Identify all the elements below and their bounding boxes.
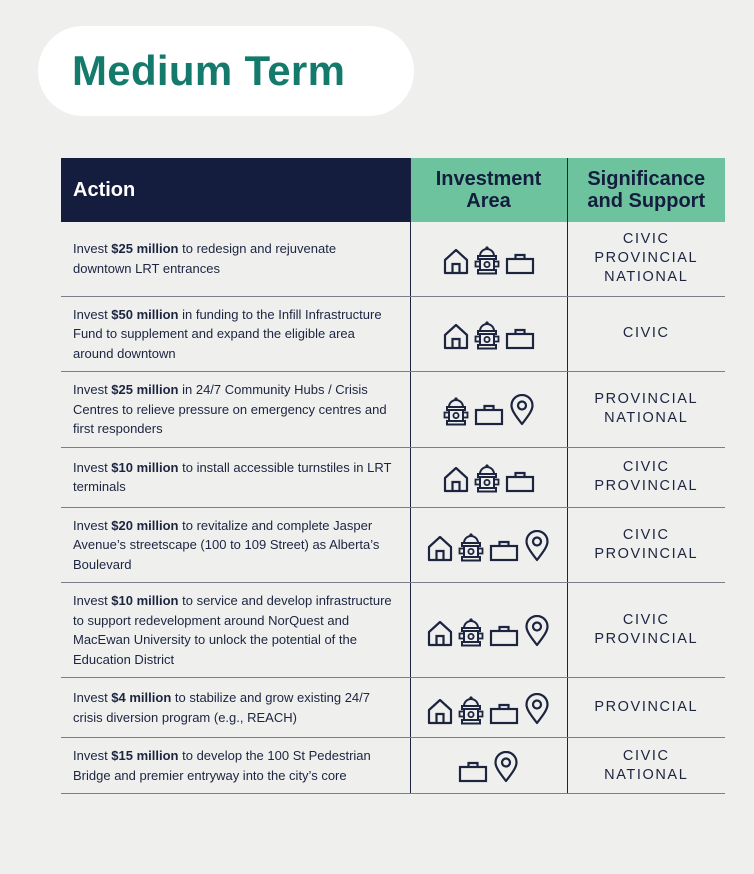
action-text-post: to revitalize and complete Jasper Avenue’s streetscape (100 to 109 Street) as Alberta’s Boulevard (73, 517, 380, 572)
fire-hydrant-icon (443, 396, 469, 426)
action-cell (61, 222, 410, 296)
action-cell (61, 583, 410, 678)
location-pin-icon (524, 693, 550, 725)
location-pin-icon (493, 751, 519, 783)
investment-area-cell (410, 738, 567, 794)
investment-area-icons (411, 392, 567, 426)
support-level: PROVINCIAL (594, 391, 699, 408)
house-icon (443, 247, 469, 275)
action-text-pre: Invest (73, 382, 112, 397)
action-text-post: to service and develop infrastructure to support redevelopment around NorQuest and MacEwan University to unlock the potential of the Education District (73, 593, 392, 667)
significance-cell (567, 447, 725, 507)
support-level: NATIONAL (604, 269, 689, 286)
investment-table (61, 158, 725, 794)
table-row (61, 372, 725, 448)
header-area-line1: Investment (435, 168, 542, 190)
significance-cell (567, 296, 725, 372)
fire-hydrant-icon (474, 245, 500, 275)
support-level: PROVINCIAL (594, 699, 699, 715)
action-text-post: to redesign and rejuvenate downtown LRT entrances (73, 241, 337, 276)
support-level: PROVINCIAL (594, 631, 699, 647)
fire-hydrant-icon (474, 320, 500, 350)
investment-area-cell (410, 447, 567, 507)
action-cell (61, 507, 410, 583)
table-row (61, 583, 725, 678)
investment-area-icons (411, 318, 567, 350)
action-text-pre: Invest (73, 241, 112, 257)
house-icon (443, 465, 469, 493)
action-text-post: to develop the 100 St Pedestrian Bridge and premier entryway into the city’s core (73, 748, 371, 783)
house-icon (427, 697, 453, 725)
briefcase-icon (489, 625, 519, 647)
support-level: NATIONAL (604, 410, 689, 427)
action-cell (61, 372, 410, 448)
location-pin-icon (509, 394, 535, 426)
header-investment-area (410, 158, 567, 222)
support-level: CIVIC (622, 459, 670, 475)
investment-amount: $15 million (111, 748, 179, 763)
investment-amount: $4 million (111, 690, 172, 705)
investment-amount: $10 million (111, 593, 179, 608)
table-header-row (61, 158, 725, 222)
table-row (61, 738, 725, 794)
support-level: PROVINCIAL (594, 250, 699, 267)
header-sig-line2: and Support (587, 190, 706, 212)
support-level: CIVIC (622, 526, 670, 543)
significance-cell (567, 678, 725, 738)
investment-amount: $20 million (111, 517, 179, 533)
investment-area-icons (411, 691, 567, 725)
significance-cell (567, 222, 725, 296)
action-text-post: in funding to the Infill Infrastructure Fund to supplement and expand the eligible area around downtown (73, 306, 382, 361)
house-icon (427, 534, 453, 562)
fire-hydrant-icon (458, 695, 484, 725)
significance-cell (567, 507, 725, 583)
briefcase-icon (489, 703, 519, 725)
fire-hydrant-icon (474, 463, 500, 493)
support-level: CIVIC (622, 747, 670, 764)
investment-area-cell (410, 296, 567, 372)
table-row (61, 507, 725, 583)
investment-amount: $50 million (111, 306, 179, 322)
location-pin-icon (524, 615, 550, 647)
action-text-pre: Invest (73, 690, 112, 705)
action-text-pre: Invest (73, 459, 112, 475)
title-pill (38, 26, 414, 116)
action-text-post: in 24/7 Community Hubs / Crisis Centres to relieve pressure on emergency centres and first responders (73, 382, 387, 436)
briefcase-icon (458, 761, 488, 783)
action-text-pre: Invest (73, 748, 112, 763)
action-cell (61, 678, 410, 738)
investment-area-cell (410, 583, 567, 678)
action-text-pre: Invest (73, 593, 112, 608)
investment-area-icons (411, 528, 567, 562)
support-level: PROVINCIAL (594, 545, 699, 562)
briefcase-icon (489, 540, 519, 562)
support-level: CIVIC (622, 325, 670, 342)
house-icon (427, 619, 453, 647)
fire-hydrant-icon (458, 532, 484, 562)
investment-amount: $25 million (111, 382, 179, 397)
investment-area-cell (410, 678, 567, 738)
action-text-post: to stabilize and grow existing 24/7 crisis diversion program (e.g., REACH) (73, 690, 370, 725)
table-row (61, 222, 725, 296)
significance-cell (567, 738, 725, 794)
support-level: CIVIC (622, 612, 670, 628)
page-title: Medium Term (72, 47, 346, 94)
support-level: NATIONAL (604, 766, 689, 783)
table-row (61, 296, 725, 372)
significance-cell (567, 372, 725, 448)
support-level: CIVIC (622, 231, 670, 248)
briefcase-icon (474, 404, 504, 426)
investment-area-icons (411, 243, 567, 275)
table-row (61, 447, 725, 507)
location-pin-icon (524, 530, 550, 562)
support-level: PROVINCIAL (594, 478, 699, 494)
action-text-post: to install accessible turnstiles in LRT terminals (73, 459, 392, 494)
action-cell (61, 447, 410, 507)
header-area-line2: Area (466, 190, 511, 212)
fire-hydrant-icon (458, 617, 484, 647)
investment-area-icons (411, 461, 567, 493)
action-cell (61, 296, 410, 372)
investment-area-cell (410, 507, 567, 583)
investment-area-icons (411, 613, 567, 647)
header-sig-line1: Significance (587, 168, 706, 190)
investment-area-icons (411, 749, 567, 783)
action-cell (61, 738, 410, 794)
investment-amount: $25 million (111, 241, 179, 257)
investment-area-cell (410, 222, 567, 296)
header-action: Action (61, 158, 410, 222)
investment-amount: $10 million (111, 459, 179, 475)
header-significance (567, 158, 725, 222)
briefcase-icon (505, 471, 535, 493)
significance-cell (567, 583, 725, 678)
action-text-pre: Invest (73, 306, 112, 322)
table-row (61, 678, 725, 738)
action-text-pre: Invest (73, 517, 112, 533)
investment-area-cell (410, 372, 567, 448)
briefcase-icon (505, 328, 535, 350)
briefcase-icon (505, 253, 535, 275)
house-icon (443, 322, 469, 350)
